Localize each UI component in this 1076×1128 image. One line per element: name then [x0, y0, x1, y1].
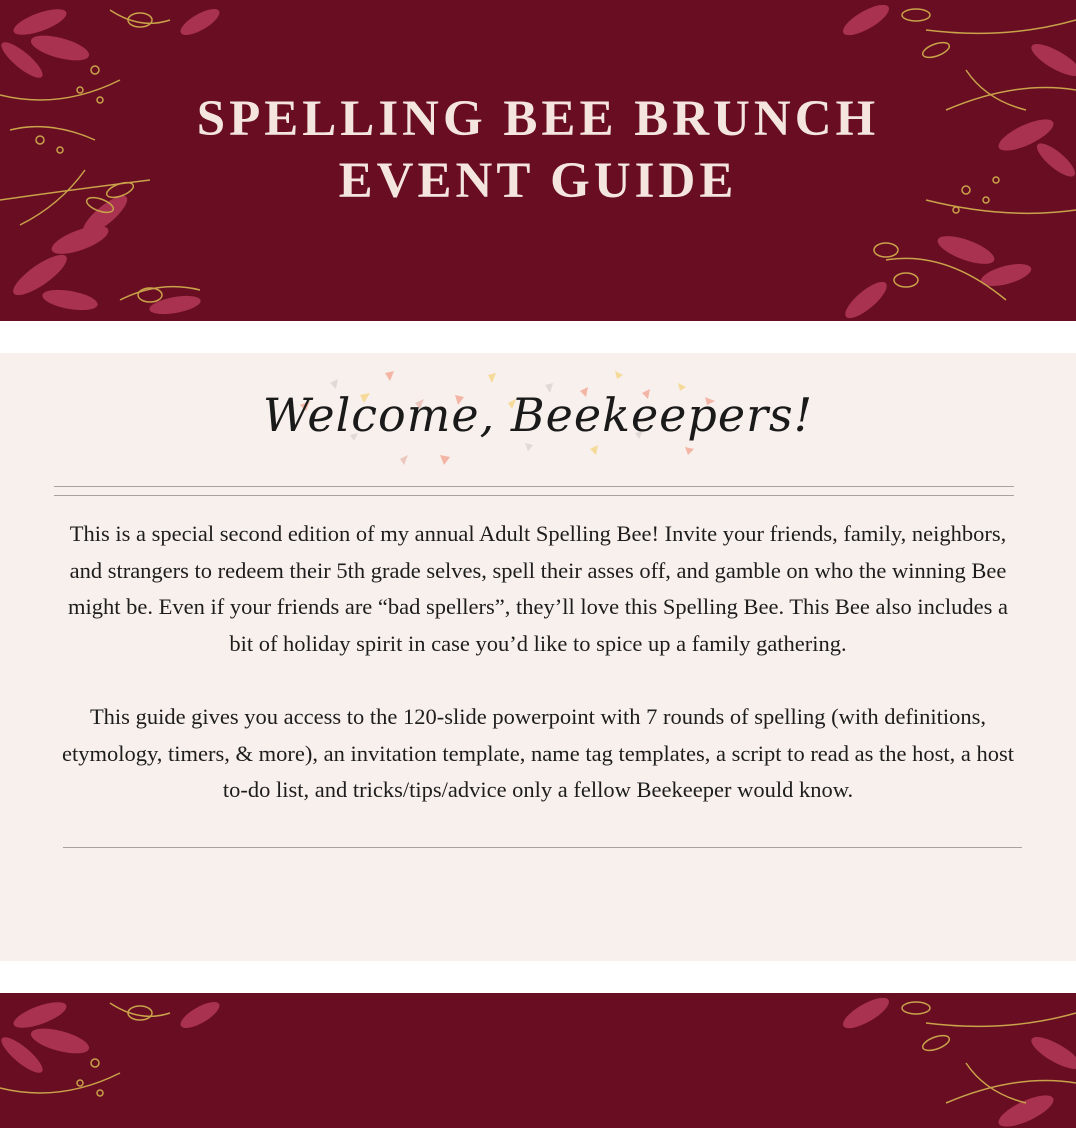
footer-banner [0, 993, 1076, 1128]
intro-paragraph: This is a special second edition of my annual Adult Spelling Bee! Invite your friends, family, neighbors, and strangers to redeem their 5th grade selves, spell their asses off, and gamble on who the winning Bee might be. Even if your friends are “bad spellers”, they’ll love this Spelling Bee. This Bee also includes a bit of holiday spirit in case you’d like to spice up a family gathering. [68, 521, 1008, 656]
divider [54, 486, 1014, 487]
welcome-heading: Welcome, Beekeepers! [262, 388, 814, 442]
title-line-1: SPELLING BEE BRUNCH [196, 91, 880, 147]
botanical-foliage-icon [826, 993, 1076, 1128]
divider [63, 847, 1022, 848]
title-line-2: EVENT GUIDE [338, 153, 738, 209]
guide-contents-paragraph: This guide gives you access to the 120-slide powerpoint with 7 rounds of spelling (with definitions, etymology, timers, & more), an invitation template, name tag templates, a script to read as the host, a host to-do list, and tricks/tips/advice only a fellow Beekeeper would know. [61, 704, 1015, 802]
page-title [0, 88, 1076, 212]
header-banner [0, 0, 1076, 321]
botanical-foliage-icon [0, 993, 230, 1128]
divider [54, 495, 1014, 496]
